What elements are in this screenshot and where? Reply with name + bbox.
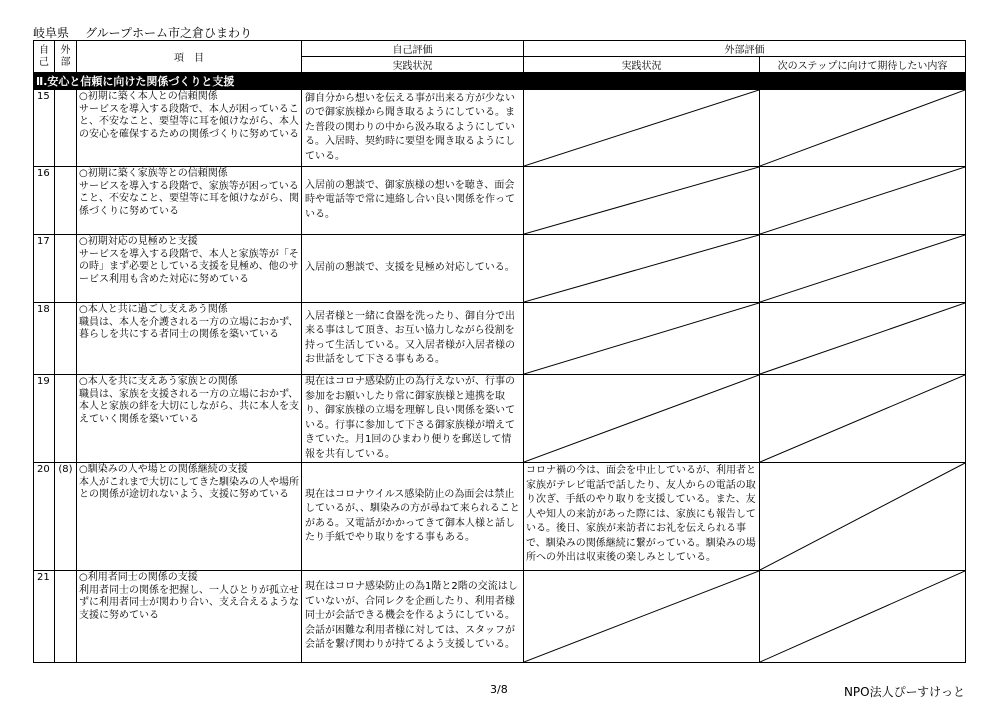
item-description: サービスを導入する段階で、本人が困っていること、不安なこと、要望等に耳を傾けながら、本人の安心を確保するための関係づくりに努めている [79,103,299,140]
self-practice-cell: 現在はコロナウイルス感染防止の為面会は禁止しているが、、馴染みの方が尋ねて来られることがある。又電話がかかってきて御本人様と話したり手紙でやり取りをする事もある。 [302,463,524,571]
external-practice-cell [524,235,760,303]
diagonal-slash-icon [524,571,759,662]
external-practice-cell [524,303,760,375]
self-eval-header: 自己評価 [302,41,524,57]
evaluation-table [33,40,966,663]
diagonal-slash-icon [524,90,759,166]
item-cell [77,167,302,235]
self-practice-cell: 入居者様と一緒に食器を洗ったり、御自分で出来る事はして頂き、お互い協力しながら役割を持って生活している。又入居者様が入居者様のお世話をして下さる事もある。 [302,303,524,375]
self-practice-cell: 入居前の懇談で、支援を見極め対応している。 [302,235,524,303]
item-title: ○本人を共に支えあう家族との関係 [79,376,238,387]
item-description: サービスを導入する段階で、家族等が困っていること、不安なこと、要望等に耳を傾けながら、関係づくりに努めている [79,180,299,217]
item-description: 職員は、家族を支援される一方の立場におかず、本人と家族の絆を大切にしながら、共に本人を支えていく関係を築いている [79,388,299,425]
self-practice-header: 実践状況 [302,57,524,73]
item-description: 職員は、本人を介護される一方の立場におかず、暮らしを共にする者同士の関係を築いている [79,316,299,340]
external-number [55,375,77,463]
item-cell [77,90,302,167]
table-row [34,167,966,235]
row-number: 17 [34,235,55,303]
diagonal-slash-icon [760,167,965,234]
item-description: サービスを導入する段階で、本人と家族等が「その時」まず必要としている支援を見極め、他のサービス利用も含めた対応に努めている [79,248,299,285]
document-header [33,24,252,41]
diagonal-slash-icon [760,235,965,302]
ext-practice-header: 実践状況 [524,57,760,73]
table-row [34,235,966,303]
item-title: ○初期対応の見極めと支援 [79,236,198,247]
item-title: ○利用者同士の関係の支援 [79,572,198,583]
external-eval-header: 外部評価 [524,41,966,57]
diagonal-slash-icon [524,303,759,374]
row-number: 19 [34,375,55,463]
next-step-cell [760,375,966,463]
self-practice-cell: 御自分から想いを伝える事が出来る方が少ないので御家族様から聞き取るようにしている。また普段の関わりの中から汲み取るようにしている。入居時、契約時に要望を聞き取るようにしている。 [302,90,524,167]
item-description: 利用者同士の関係を把握し、一人ひとりが孤立せずに利用者同士が関わり合い、支え合えるような支援に努めている [79,584,299,621]
self-practice-cell: 現在はコロナ感染防止の為行えないが、行事の参加をお願いしたり常に御家族様と連携を取り、御家族様の立場を理解し良い関係を築いている。行事に参加して下さる御家族様が増えてきていた。月1回のひまわり便りを郵送して情報を共有している。 [302,375,524,463]
col-ext-header: 外 部 [55,41,77,73]
row-number: 18 [34,303,55,375]
col-self-header: 自 己 [34,41,55,73]
table-row [34,571,966,663]
item-title: ○初期に築く本人との信頼関係 [79,91,218,102]
col-item-header: 項 目 [77,41,302,73]
diagonal-slash-icon [760,375,965,462]
item-description: 本人がこれまで大切にしてきた馴染みの人や場所との関係が途切れないよう、支援に努めている [79,476,299,500]
next-step-cell [760,235,966,303]
item-cell [77,571,302,663]
table-row [34,303,966,375]
item-cell [77,375,302,463]
row-number: 15 [34,90,55,167]
external-number [55,167,77,235]
item-cell [77,463,302,571]
external-number [55,90,77,167]
external-practice-cell [524,571,760,663]
diagonal-slash-icon [760,463,965,570]
diagonal-slash-icon [760,571,965,662]
next-step-header: 次のステップに向けて期待したい内容 [760,57,966,73]
external-practice-cell [524,167,760,235]
item-title: ○初期に築く家族等との信頼関係 [79,168,228,179]
diagonal-slash-icon [524,167,759,234]
prefecture-label: 岐阜県 [33,26,70,40]
item-title: ○馴染みの人や場との関係継続の支援 [79,464,248,475]
section-title: Ⅱ.安心と信頼に向けた関係づくりと支援 [34,73,966,90]
diagonal-slash-icon [524,375,759,462]
item-cell [77,303,302,375]
diagonal-slash-icon [524,235,759,302]
external-practice-cell [524,375,760,463]
organization-name: NPO法人ぴーすけっと [843,685,965,699]
external-number: (8) [55,463,77,571]
self-practice-cell: 現在はコロナ感染防止の為1階と2階の交流はしていないが、合同レクを企画したり、利用者様同士が会話できる機会を作るようにしている。会話が困難な利用者様に対しては、スタッフが会話を繋げ関わりが持てるよう支援している。 [302,571,524,663]
external-practice-cell: コロナ禍の今は、面会を中止しているが、利用者と家族がテレビ電話で話したり、友人からの電話の取り次ぎ、手紙のやり取りを支援している。また、友人や知人の来訪があった際には、家族にも報告している。後日、家族が来訪者にお礼を伝えられる事で、馴染みの関係継続に繋がっている。馴染みの場所への外出は収束後の楽しみとしている。 [524,463,760,571]
external-number [55,571,77,663]
table-row [34,463,966,571]
item-cell [77,235,302,303]
table-row [34,90,966,167]
page-number: 3/8 [490,683,508,696]
next-step-cell [760,571,966,663]
external-practice-cell [524,90,760,167]
external-number [55,235,77,303]
row-number: 16 [34,167,55,235]
next-step-cell [760,463,966,571]
next-step-cell [760,303,966,375]
external-number [55,303,77,375]
self-practice-cell: 入居前の懇談で、御家族様の想いを聴き、面会時や電話等で常に連絡し合い良い関係を作っている。 [302,167,524,235]
item-title: ○本人と共に過ごし支えあう関係 [79,304,228,315]
facility-name: グループホーム市之倉ひまわり [85,26,253,40]
next-step-cell [760,90,966,167]
diagonal-slash-icon [760,90,965,166]
row-number: 20 [34,463,55,571]
row-number: 21 [34,571,55,663]
table-row [34,375,966,463]
next-step-cell [760,167,966,235]
diagonal-slash-icon [760,303,965,374]
